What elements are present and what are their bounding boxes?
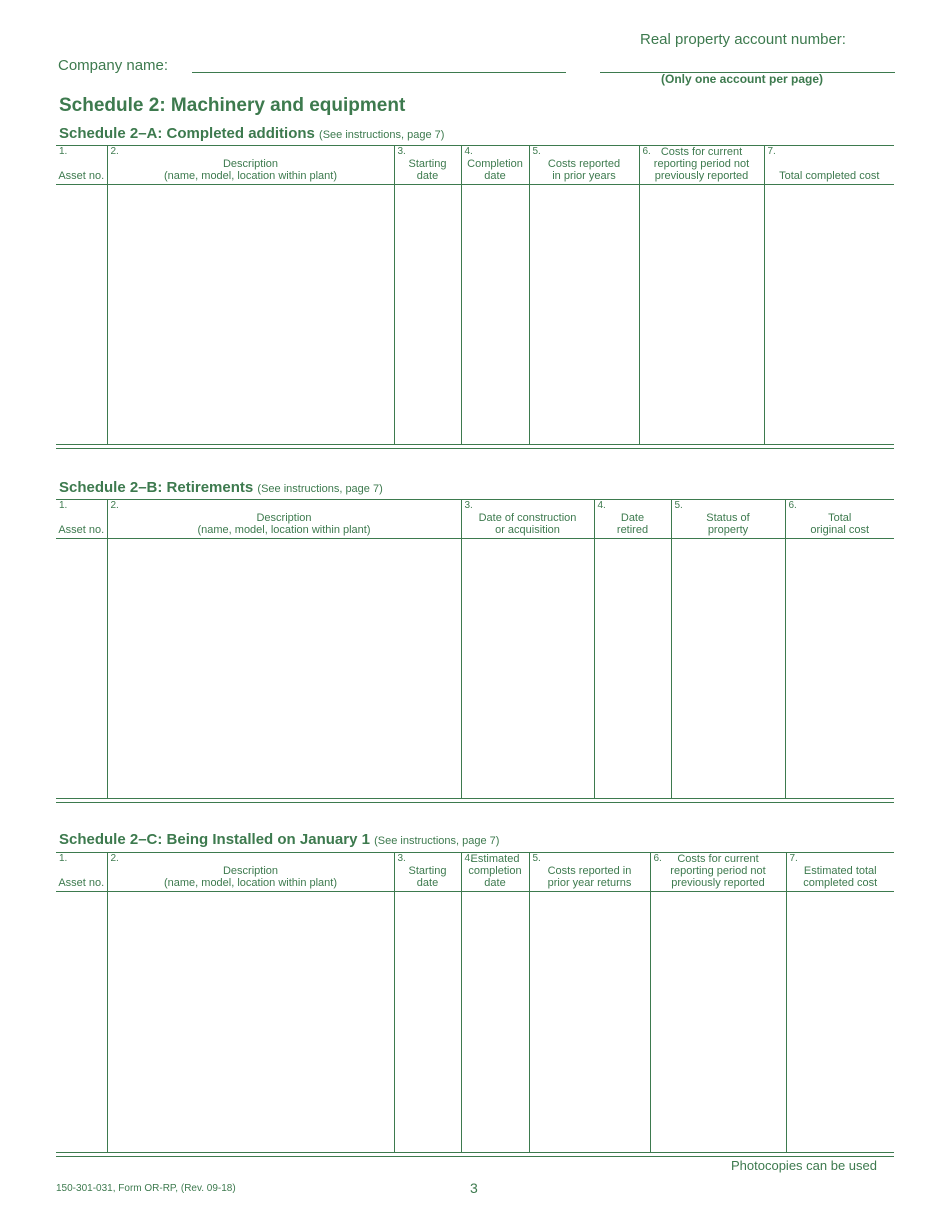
col-costs-current-period: 6. Costs for current reporting period not previously reported bbox=[650, 853, 786, 892]
col-description: 2. Description (name, model, location within plant) bbox=[107, 853, 394, 892]
form-identifier: 150-301-031, Form OR-RP, (Rev. 09-18) bbox=[56, 1183, 236, 1194]
schedule-2a-heading bbox=[59, 125, 444, 142]
cell-asset-no[interactable] bbox=[56, 892, 107, 1152]
cell-status-of-property[interactable] bbox=[671, 539, 785, 799]
schedule-2c-title: Schedule 2–C: Being Installed on January 1 bbox=[59, 831, 370, 848]
col-asset-no: 1. Asset no. bbox=[56, 500, 107, 539]
col-description: 2. Description (name, model, location within plant) bbox=[107, 146, 394, 185]
schedule-2c-note: (See instructions, page 7) bbox=[374, 835, 500, 847]
col-status-of-property: 5. Status of property bbox=[671, 500, 785, 539]
company-name-label: Company name: bbox=[58, 57, 169, 74]
cell-starting-date[interactable] bbox=[394, 185, 461, 445]
photocopies-note: Photocopies can be used bbox=[731, 1158, 877, 1173]
col-asset-no: 1. Asset no. bbox=[56, 146, 107, 185]
table-header-row bbox=[56, 146, 894, 185]
schedule-2c-table bbox=[56, 852, 894, 1152]
cell-estimated-completion-date[interactable] bbox=[461, 892, 529, 1152]
col-costs-prior-returns: 5. Costs reported in prior year returns bbox=[529, 853, 650, 892]
col-completion-date: 4. Completion date bbox=[461, 146, 529, 185]
cell-description[interactable] bbox=[107, 185, 394, 445]
col-estimated-total-cost: 7. Estimated total completed cost bbox=[786, 853, 894, 892]
table-body-area[interactable] bbox=[56, 539, 894, 799]
col-description: 2. Description (name, model, location within plant) bbox=[107, 500, 461, 539]
col-total-completed-cost: 7. Total completed cost bbox=[764, 146, 894, 185]
schedule-2b-bottom-rule bbox=[56, 798, 894, 803]
schedule-2b-heading bbox=[59, 479, 383, 496]
schedule-2c-bottom-rule bbox=[56, 1152, 894, 1157]
cell-costs-current-period[interactable] bbox=[650, 892, 786, 1152]
cell-asset-no[interactable] bbox=[56, 539, 107, 799]
schedule-2c-heading bbox=[59, 831, 499, 848]
cell-total-completed-cost[interactable] bbox=[764, 185, 894, 445]
schedule-2a-title: Schedule 2–A: Completed additions bbox=[59, 125, 315, 142]
page-number: 3 bbox=[470, 1180, 478, 1196]
cell-starting-date[interactable] bbox=[394, 892, 461, 1152]
col-costs-current-period: 6. Costs for current reporting period not previously reported bbox=[639, 146, 764, 185]
table-header-row bbox=[56, 500, 894, 539]
cell-date-construction[interactable] bbox=[461, 539, 594, 799]
page-title: Schedule 2: Machinery and equipment bbox=[59, 95, 406, 116]
company-name-field[interactable] bbox=[192, 72, 566, 73]
cell-costs-current-period[interactable] bbox=[639, 185, 764, 445]
cell-costs-prior-returns[interactable] bbox=[529, 892, 650, 1152]
table-body-area[interactable] bbox=[56, 892, 894, 1152]
col-starting-date: 3. Starting date bbox=[394, 146, 461, 185]
schedule-2a-bottom-rule bbox=[56, 444, 894, 449]
schedule-2a-table bbox=[56, 145, 894, 445]
schedule-2b-title: Schedule 2–B: Retirements bbox=[59, 479, 254, 496]
col-date-retired: 4. Date retired bbox=[594, 500, 671, 539]
cell-completion-date[interactable] bbox=[461, 185, 529, 445]
real-property-account-label: Real property account number: bbox=[640, 31, 846, 48]
col-date-construction: 3. Date of construction or acquisition bbox=[461, 500, 594, 539]
one-account-note: (Only one account per page) bbox=[661, 72, 824, 86]
schedule-2b-note: (See instructions, page 7) bbox=[257, 483, 383, 495]
col-total-original-cost: 6. Total original cost bbox=[785, 500, 894, 539]
table-body-area[interactable] bbox=[56, 185, 894, 445]
col-starting-date: 3. Starting date bbox=[394, 853, 461, 892]
col-asset-no: 1. Asset no. bbox=[56, 853, 107, 892]
schedule-2a-note: (See instructions, page 7) bbox=[319, 129, 445, 141]
cell-date-retired[interactable] bbox=[594, 539, 671, 799]
cell-estimated-total-cost[interactable] bbox=[786, 892, 894, 1152]
cell-costs-prior-years[interactable] bbox=[529, 185, 639, 445]
col-costs-prior-years: 5. Costs reported in prior years bbox=[529, 146, 639, 185]
cell-total-original-cost[interactable] bbox=[785, 539, 894, 799]
table-header-row bbox=[56, 853, 894, 892]
schedule-2b-table bbox=[56, 499, 894, 799]
col-estimated-completion-date: 4. Estimated completion date bbox=[461, 853, 529, 892]
cell-asset-no[interactable] bbox=[56, 185, 107, 445]
cell-description[interactable] bbox=[107, 892, 394, 1152]
cell-description[interactable] bbox=[107, 539, 461, 799]
